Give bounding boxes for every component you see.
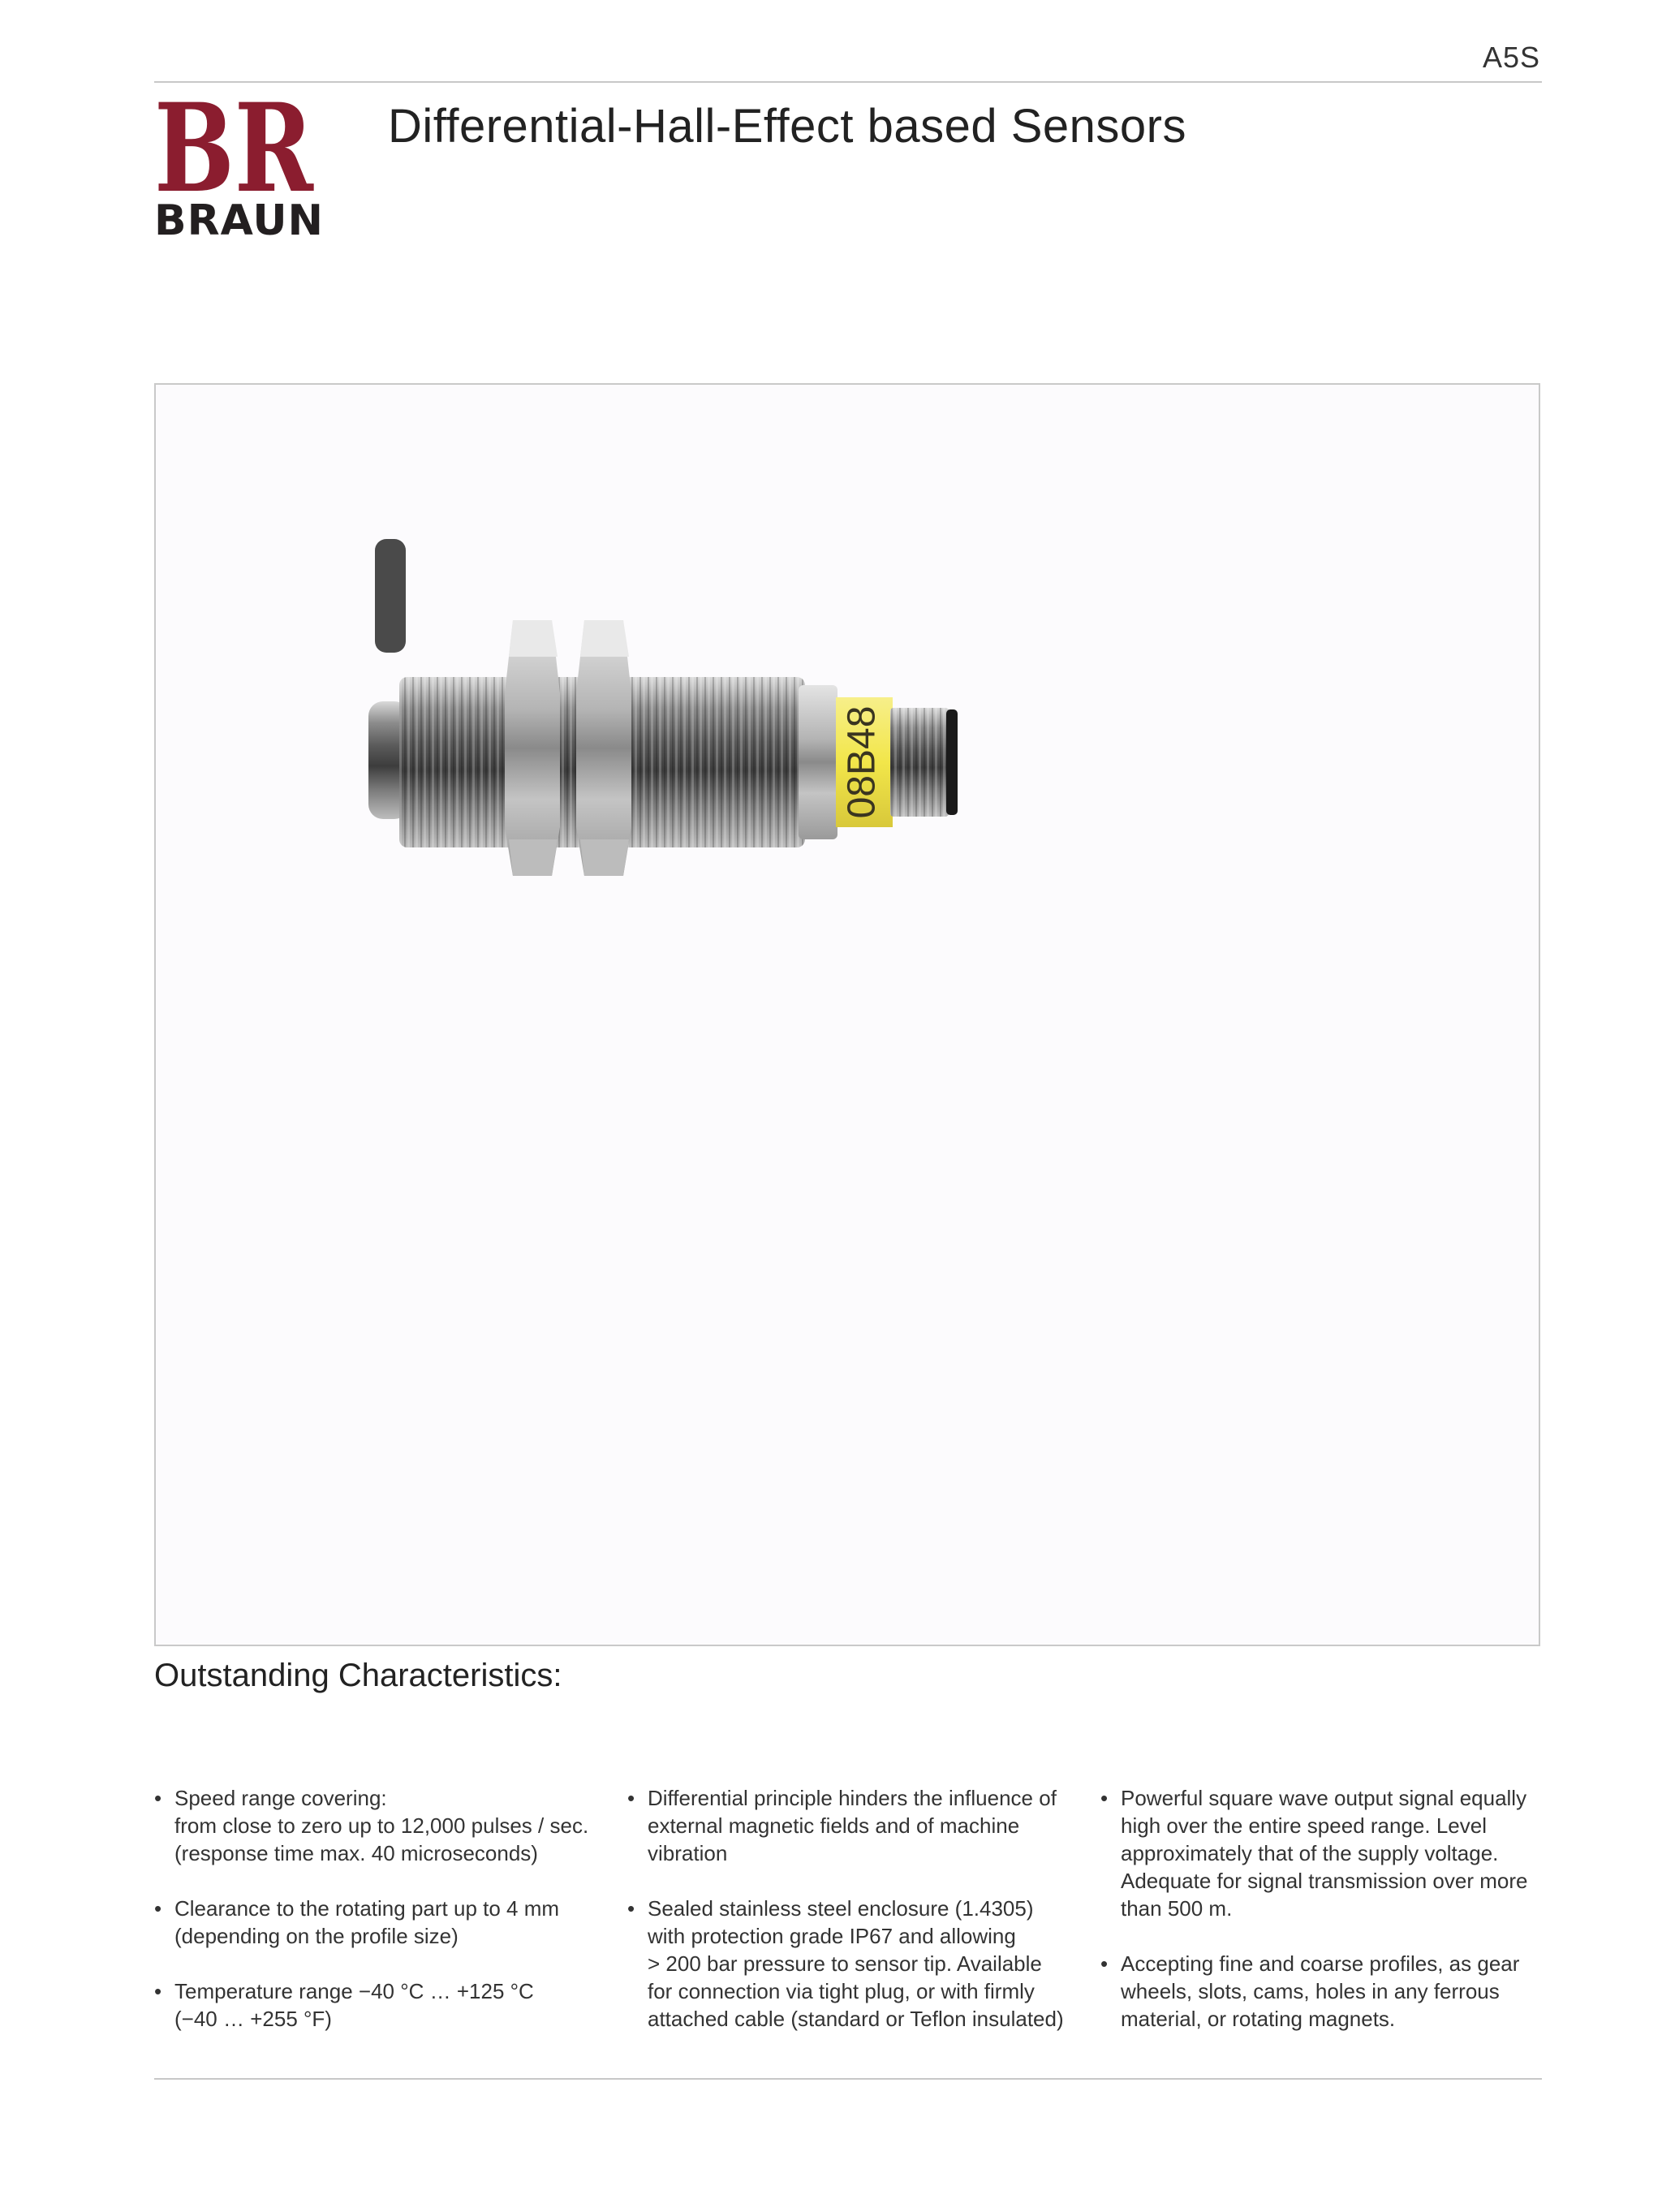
hex-nut-1: [505, 620, 560, 876]
page-title: Differential-Hall-Effect based Sensors: [388, 100, 1186, 153]
product-photo-frame: [154, 383, 1540, 1646]
label-text: 08B48: [840, 705, 884, 819]
logo-letters: BR: [154, 97, 315, 220]
list-item: • Sealed stainless steel enclosure (1.4305) with protection grade IP67 and allowing > 200 bar pressure to sensor tip. Available for connection via tight plug, or with firmly attached cable (standard or Teflon insulated): [627, 1896, 1064, 2031]
top-divider: [154, 81, 1542, 83]
characteristics-column-3: [1100, 1784, 1555, 2060]
list-item: • Accepting fine and coarse profiles, as gear wheels, slots, cams, holes in any ferrous material, or rotating magnets.: [1100, 1951, 1520, 2031]
sensor-product-image: [156, 385, 1539, 1645]
sensor-collar: [799, 685, 837, 839]
section-title: Outstanding Characteristics:: [154, 1658, 562, 1693]
list-item: • Temperature range −40 °C … +125 °C (−40 … +255 °F): [154, 1979, 534, 2031]
list-item: • Differential principle hinders the influence of external magnetic fields and of machine vibration: [627, 1786, 1057, 1865]
list-item: • Powerful square wave output signal equally high over the entire speed range. Level approximately that of the supply voltage. Adequate for signal transmission over more than 500 m.: [1100, 1786, 1528, 1921]
list-item: • Clearance to the rotating part up to 4 mm (depending on the profile size): [154, 1896, 560, 1948]
brand-name: BRAUN: [154, 196, 325, 245]
characteristics-column-2: [627, 1784, 1082, 2060]
list-item: • Speed range covering: from close to zero up to 12,000 pulses / sec. (response time max. 40 microseconds): [154, 1786, 589, 1865]
characteristics-column-1: [154, 1784, 609, 2060]
bottom-divider: [154, 2078, 1542, 2080]
document-code: A5S: [1482, 41, 1540, 74]
hex-nut-2: [576, 620, 631, 876]
